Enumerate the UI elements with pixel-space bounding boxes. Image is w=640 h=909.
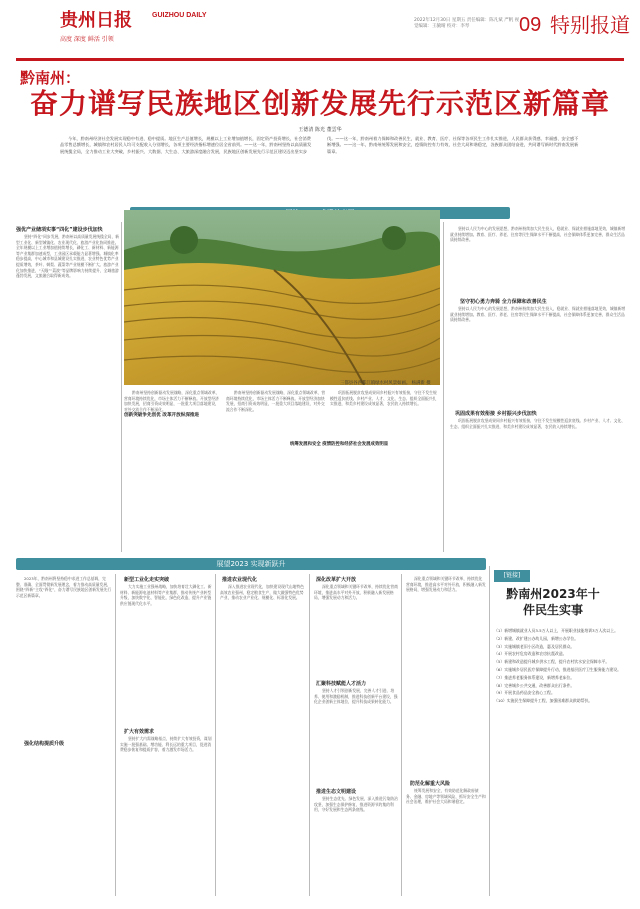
column-rule — [215, 574, 216, 896]
list-item: （4）开展农村危房改造和农房抗震改造。 — [494, 651, 567, 657]
article-byline: 王德清 陈光 董雲华 — [298, 127, 342, 133]
list-item: （1）新增城镇就业人员3.5万人以上，开展职业技能培训3万人次以上。 — [494, 628, 618, 633]
column-rule — [115, 574, 116, 896]
list-item: （6）实施城乡居民医疗保障提升行动，推进基层医疗卫生服务能力建设。 — [494, 666, 621, 672]
page-number: 09 — [519, 14, 542, 36]
body-text: 巩固拓展脱贫攻坚成果同乡村振兴有效衔接，守住不发生规模性返贫底线。乡村产业、人才、文化、生态、组织全面振兴扎实推进，和美乡村建设成效显著，农民收入持续增长。 — [450, 418, 626, 429]
rice-terrace-photo — [124, 210, 440, 385]
sidebar-tag: [链接] — [494, 570, 530, 582]
body-text: 2023年，黔南州将坚持稳中求进工作总基调，完整、准确、全面贯彻新发展理念，着力推动高质量发展，围绕“四新”主攻“四化”，奋力谱写民族地区创新发展先行示范区新篇章。 — [16, 576, 112, 598]
subhead: 强化结构提质升级 — [24, 741, 65, 747]
edition-meta: 2022年12月30日 星期五 责任编辑：陈凡斌 严帆 视觉编辑：王毓晴 校对：李琴 — [414, 18, 520, 29]
body-text: 坚持“四化”同步发展，黔南州以高质量发展统揽全局，新型工业化、新型城镇化、农业现代化、旅游产业化协同推进。全年规模以上工业增加值持续增长，磷化工、新材料、新能源等产业集群加速成型，工业园区承载能力显著增强。城镇化率稳步提高，中心城市和县城建设扎实推进，农业特色优势产业提质增效，茶叶、刺梨、蔬菜等产业规模不断扩大。旅游产业化加快推进，“天眼”“荔波”等品牌影响力持续提升，全域旅游蓬勃发展，文旅融合取得新成效。 — [16, 234, 120, 279]
body-text: 统筹发展和安全，有效防范化解政府债务、金融、房地产等领域风险，抓好安全生产和社会治理，维护社会大局和谐稳定。 — [406, 788, 486, 805]
list-item: （7）推进养老服务体系建设，新增养老床位。 — [494, 674, 575, 680]
body-text: 坚持扩大内需战略基点，持续扩大有效投资，谋划实施一批强基础、增功能、利长远的重大项目，促进消费稳步恢复和提质扩容，着力激发市场活力。 — [120, 736, 212, 753]
subhead: 扩大有效需求 — [124, 729, 155, 735]
list-item: （10）实施民生保障提升工程，加强困难群众救助帮扶。 — [494, 698, 593, 704]
body-text: 坚持以人民为中心的发展思想，黔南州持续加大民生投入，稳就业、保就业措施落地见效，城镇新增就业持续增加。教育、医疗、养老、住房等民生保障水平不断提高，社会保障体系更加完善，群众生活品质持续改善。 — [450, 306, 626, 323]
subhead: 推进生态文明建设 — [316, 789, 357, 795]
subhead: 创新突破争先创优 改革开放纵深推进 — [124, 413, 200, 418]
body-text: 深化重点领域和关键环节改革，持续优化营商环境，推进高水平对外开放，积极融入新发展格局，增强发展动力和活力。 — [406, 576, 486, 593]
article-lead: 今年，黔南州经济社会发展实现稳中有进、稳中提质。地区生产总值增长，规模以上工业增加值增长，固定资产投资增长，社会消费品零售总额增长，城镇和农村居民人均可支配收入分别增长，各项主要经济指标增速位居全省前列。——这一年，黔南州坚持以高质量发展统揽全局，全力推动工业大突破，乡村振兴、大数据、大生态、大旅游深度融合发展，民族地区创新发展先行示范区建设迈出坚实步伐。——这一年，黔南州着力保障和改善民生，就业、教育、医疗、社保等各项民生工作扎实推进，人民群众获得感、幸福感、安全感不断增强。——这一年，黔南州统筹发展和安全，疫情防控有力有效，社会大局和谐稳定，各族群众团结奋进，共同谱写新时代黔南发展新篇章。 — [60, 136, 579, 154]
article-kicker: 黔南州： — [20, 69, 81, 87]
list-item: （8）完善城乡公共交通，改善群众出行条件。 — [494, 682, 575, 688]
sidebar-list — [494, 628, 626, 898]
newspaper-logo: 贵州日报 — [60, 10, 132, 31]
column-rule — [489, 566, 490, 896]
newspaper-slogan: 高度 深度 鲜活 引领 — [60, 36, 114, 43]
subhead: 统筹发展和安全 疫情防控和经济社会发展成效明显 — [290, 442, 389, 447]
sidebar-title: 黔南州2023年十件民生实事 — [506, 587, 600, 617]
subhead: 坚守初心勇力奔骑 全力保障和改善民生 — [460, 299, 547, 305]
body-text: 坚持人才引领创新发展，完善人才引进、培养、使用和激励机制，推进科技创新平台建设，强化企业创新主体地位，提升科技成果转化能力。 — [314, 688, 398, 705]
body-text: 巩固拓展脱贫攻坚成果同乡村振兴有效衔接，守住不发生规模性返贫底线。乡村产业、人才、文化、生态、组织全面振兴扎实推进，和美乡村建设成效显著，农民收入持续增长。 — [330, 390, 437, 407]
newspaper-logo-en: GUIZHOU DAILY — [152, 12, 207, 19]
masthead-rule — [16, 58, 624, 61]
subhead: 强优产业储项实事“四化”建设步伐加快 — [16, 227, 103, 233]
list-item: （9）开展食品药品安全放心工程。 — [494, 690, 555, 696]
body-text: 深入推进农业现代化，加快建设现代山地特色高效农业强州，稳定粮食生产，做大做强特色优势产业，推动农业产业化、规模化、标准化发展。 — [220, 584, 304, 601]
subhead: 巩固成果有效衔接 乡村振兴步伐加快 — [455, 411, 537, 417]
masthead — [0, 0, 640, 62]
section-title: 特别报道 — [550, 13, 630, 37]
photo-caption: 三都县谷西都江镇绿水村风景如画。 杨满新 摄 — [340, 381, 431, 386]
subhead: 新型工业化走实突破 — [124, 577, 170, 583]
list-item: （5）新建和改造提升城乡供水工程，提升农村饮水安全保障水平。 — [494, 659, 610, 665]
body-text: 黔南州坚持创新驱动发展战略，深化重点领域改革，营商环境持续优化，市场主体活力不断释放。开放型经济加快发展，招商引资成效明显，一批重大项目落地建设，对外交流合作不断深化。 — [124, 390, 220, 412]
subhead: 深化改革扩大开放 — [316, 577, 357, 583]
article-headline: 奋力谱写民族地区创新发展先行示范区新篇章 — [29, 87, 610, 120]
column-rule — [309, 574, 310, 896]
body-text: 坚持生态优先、绿色发展，深入推进污染防治攻坚，加强生态保护修复，推进资源节约集约利用，守好发展和生态两条底线。 — [314, 796, 398, 813]
section-banner-outlook-label: 展望2023 实现新跃升 — [216, 560, 286, 568]
column-rule — [443, 222, 444, 552]
body-text: 大力实施工业强州战略，加快培育壮大磷化工、新材料、新能源电池材料等产业集群，推动传统产业转型升级，加快数字化、智能化、绿色化改造，提升产业链供应链现代化水平。 — [120, 584, 212, 606]
body-text: 深化重点领域和关键环节改革，持续优化营商环境，推进高水平对外开放，积极融入新发展格局，增强发展动力和活力。 — [314, 584, 398, 601]
subhead: 推进农业现代化 — [222, 577, 258, 583]
subhead: 汇聚科技赋能人才活力 — [316, 681, 367, 687]
column-rule — [121, 222, 122, 552]
body-text: 坚持以人民为中心的发展思想，黔南州持续加大民生投入，稳就业、保就业措施落地见效，城镇新增就业持续增加。教育、医疗、养老、住房等民生保障水平不断提高，社会保障体系更加完善，群众生活品质持续改善。 — [450, 226, 626, 243]
column-rule — [401, 574, 402, 896]
list-item: （3）实施城镇老旧小区改造，惠及居民群众。 — [494, 643, 575, 649]
list-item: （2）新建、改扩建公办幼儿园，新增公办学位。 — [494, 635, 579, 641]
body-text: 黔南州坚持创新驱动发展战略，深化重点领域改革，营商环境持续优化，市场主体活力不断释放。开放型经济加快发展，招商引资成效明显，一批重大项目落地建设，对外交流合作不断深化。 — [226, 390, 326, 412]
subhead: 防范化解重大风险 — [410, 781, 451, 787]
